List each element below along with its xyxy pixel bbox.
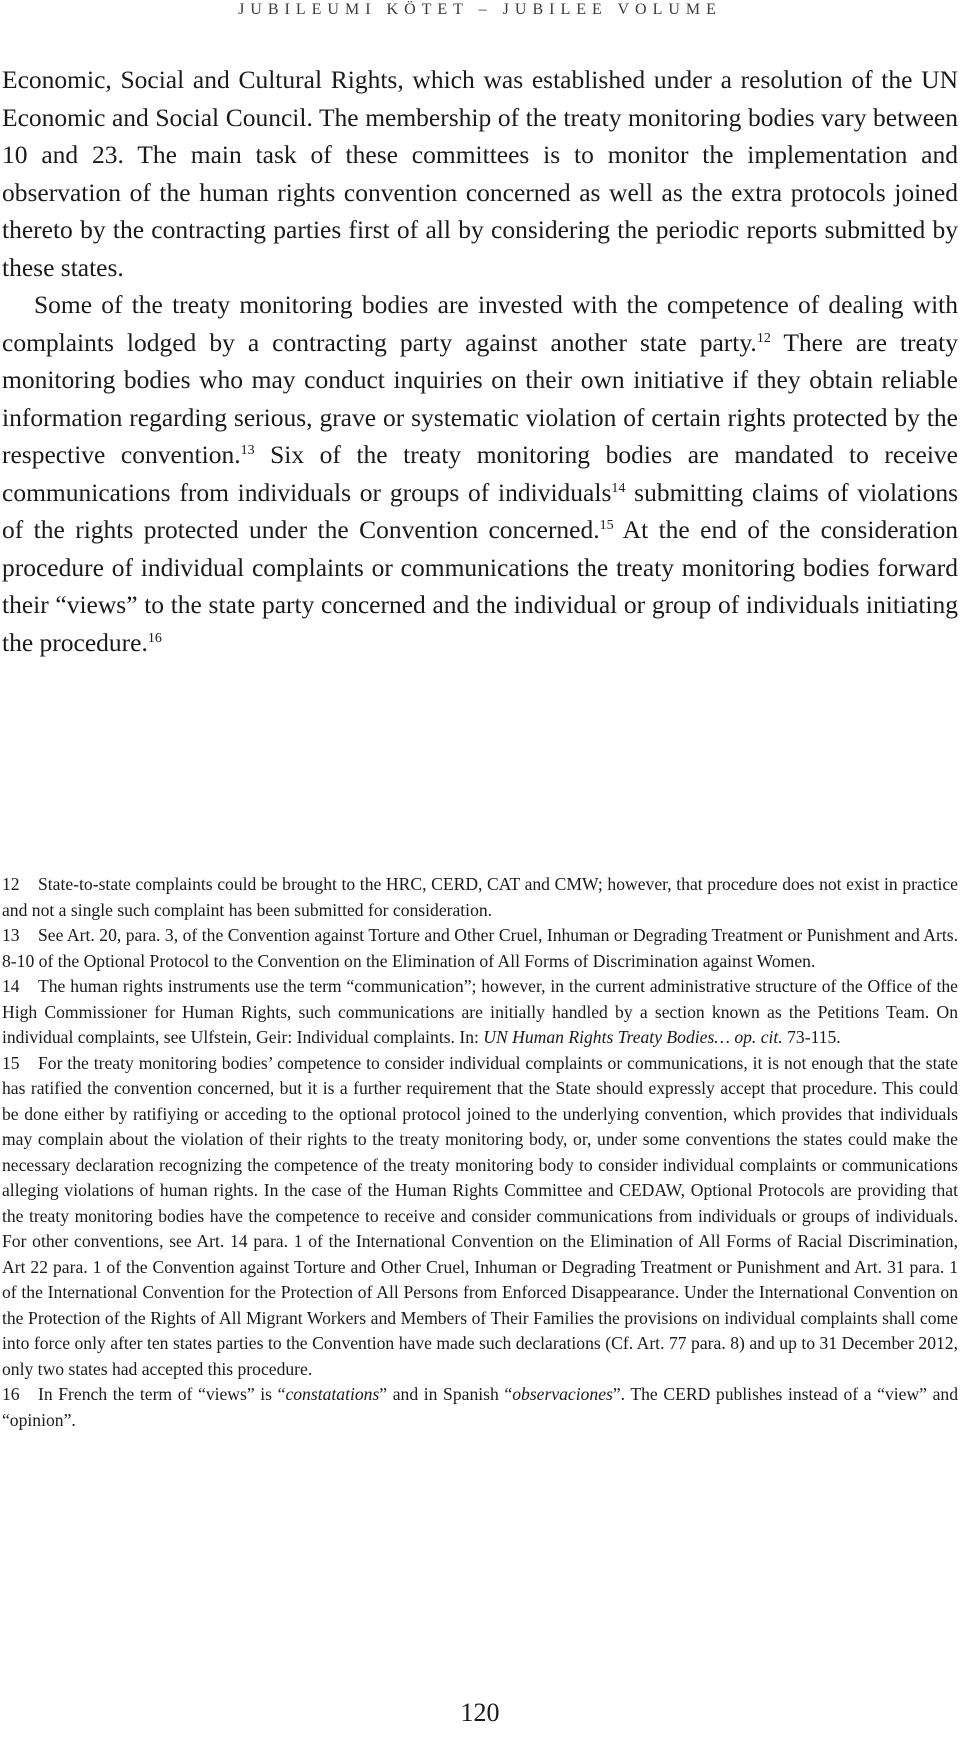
footnote-number: 13 [2, 925, 20, 945]
footnote-12 [2, 872, 958, 923]
paragraph-2-text: Some of the treaty monitoring bodies are invested with the competence of dealing with complaints lodged by a contracting party against another state party. [2, 290, 958, 357]
footnote-ref-13[interactable]: 13 [240, 443, 255, 458]
footnote-16 [2, 1382, 958, 1433]
footnote-15 [2, 1051, 958, 1383]
footnote-number: 12 [2, 874, 20, 894]
footnote-number: 16 [2, 1384, 20, 1404]
paragraph-2 [2, 286, 958, 661]
footnote-text: State-to-state complaints could be brought to the HRC, CERD, CAT and CMW; however, that procedure does not exist in practice and not a single such complaint has been submitted for consideration. [2, 874, 958, 920]
footnote-term-italic: observaciones [512, 1384, 613, 1404]
footnote-text: ” and in Spanish “ [379, 1384, 513, 1404]
footnote-citation-italic: UN Human Rights Treaty Bodies… op. cit. [483, 1027, 783, 1047]
footnote-ref-16[interactable]: 16 [147, 630, 162, 646]
footnote-13 [2, 923, 958, 974]
footnote-text: ”. The CERD publishes instead of a “view” and “opinion”. [2, 1384, 958, 1430]
page-number: 120 [460, 1698, 500, 1727]
paragraph-2-text: submitting claims of violations of the rights protected under the Convention concerned. [2, 477, 959, 544]
paragraph-1: Economic, Social and Cultural Rights, which was established under a resolution of the UN Economic and Social Council. The membership of the treaty monitoring bodies vary between 10 and 23. The main task of these committees is to monitor the implementation and observation of the human rights convention concerned as well as the extra protocols joined thereto by the contracting parties first of all by considering the periodic reports submitted by these states. [2, 65, 958, 282]
footnote-term-italic: constatations [285, 1384, 380, 1404]
paragraph-2-text: Six of the treaty monitoring bodies are mandated to receive communications from individuals or groups of individuals [2, 440, 958, 507]
paragraph-2-text: There are treaty monitoring bodies who may conduct inquiries on their own initiative if they obtain reliable information regarding serious, grave or systematic violation of certain rights protected by the respective convention. [2, 327, 959, 469]
footnote-14 [2, 974, 958, 1051]
footnote-text: In French the term of “views” is “ [38, 1384, 286, 1404]
footnote-ref-14[interactable]: 14 [611, 480, 626, 496]
footnote-text: For the treaty monitoring bodies’ competence to consider individual complaints or communications, it is not enough that the state has ratified the convention concerned, but it is a further requirement that the State should expressly accept that procedure. This could be done either by ratifiying or acceding to the optional protocol joined to the underlying convention, which provides that individuals may complain about the violation of their rights to the treaty monitoring body, or, under some conventions the states could make the necessary declaration recognizing the competence of the treaty monitoring body to consider individual complaints or communications alleging violations of human rights. In the case of the Human Rights Committee and CEDAW, Optional Protocols are providing that the treaty monitoring bodies have the competence to receive and consider communications from individuals or groups of individuals. For other conventions, see Art. 14 para. 1 of the International Convention on the Elimination of All Forms of Racial Discrimination, Art 22 para. 1 of the Convention against Torture and Other Cruel, Inhuman or Degrading Treatment or Punishment and Art. 31 para. 1 of the International Convention for the Protection of All Persons from Enforced Disappearance. Under the International Convention on the Protection of the Rights of All Migrant Workers and Members of Their Families the provisions on individual complaints shall come into force only after ten states parties to the Convention have made such declarations (Cf. Art. 77 para. 8) and up to 31 December 2012, only two states had accepted this procedure. [2, 1052, 958, 1379]
footnote-ref-12[interactable]: 12 [756, 330, 771, 346]
footnotes [2, 872, 958, 1433]
footnote-number: 15 [2, 1052, 20, 1073]
paragraph-2-text: At the end of the consideration procedure of individual complaints or communications the treaty monitoring bodies forward their “views” to the state party concerned and the individual or group of individuals initiating the procedure. [2, 515, 958, 657]
main-text [2, 61, 958, 661]
footnote-number: 14 [2, 976, 20, 996]
footnote-ref-15[interactable]: 15 [599, 518, 614, 533]
running-head: JUBILEUMI KÖTET – JUBILEE VOLUME [238, 1, 722, 18]
footnote-text: The human rights instruments use the term “communication”; however, in the current administrative structure of the Office of the High Commissioner for Human Rights, such communications are initially handled by a section known as the Petitions Team. On individual complaints, see Ulfstein, Geir: Individual complaints. In: [2, 976, 958, 1047]
footnote-text: See Art. 20, para. 3, of the Convention against Torture and Other Cruel, Inhuman or Degrading Treatment or Punishment and Arts. 8-10 of the Optional Protocol to the Convention on the Elimination of All Forms of Discrimination against Women. [2, 925, 958, 971]
footnote-text: 73-115. [782, 1027, 841, 1047]
